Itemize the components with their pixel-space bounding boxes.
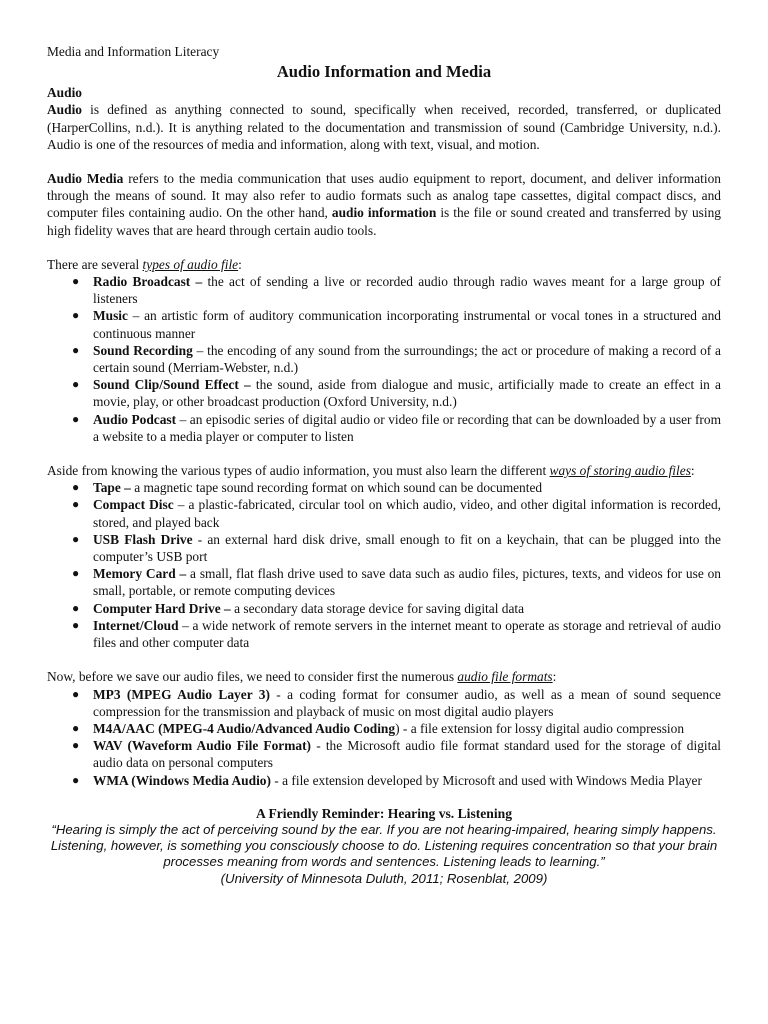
audio-definition-paragraph — [47, 101, 721, 153]
formats-emphasis: audio file formats — [457, 669, 553, 685]
item-description: – an episodic series of digital audio or video file or recording that can be downloaded by a user from a website to a media player or computer to listen — [93, 411, 721, 444]
item-term: M4A/AAC (MPEG-4 Audio/Advanced Audio Coding — [93, 720, 396, 736]
item-description: – a wide network of remote servers in the internet meant to operate as storage and retrieval of audio files and other computer data — [93, 617, 721, 651]
item-description: - a coding format for consumer audio, as well as a mean of sound sequence compression for the transmission and playback of music on most digital audio players — [93, 686, 721, 719]
item-description: - the Microsoft audio file format standard used for the storage of digital audio data on personal computers — [93, 738, 721, 771]
list-item — [72, 531, 721, 565]
reminder-box — [47, 805, 721, 887]
reminder-title: A Friendly Reminder: Hearing vs. Listening — [255, 805, 512, 821]
item-description: the sound, aside from dialogue and music, artificially made to create an effect in a movie, play, or other broadcast production (Oxford University, n.d.) — [93, 377, 721, 410]
page-title: Audio Information and Media — [276, 62, 492, 82]
list-item — [72, 479, 721, 496]
audio-media-term: Audio Media — [47, 171, 124, 187]
bullet-icon: ● — [72, 720, 80, 735]
audio-media-text: refers to the media communication that uses audio equipment to report, document, and deliver information through the means of sound. It may also refer to audio formats such as analog tape cassettes, digital compact discs, and computer files containing audio. On the other hand, — [47, 171, 721, 221]
item-term: USB Flash Drive — [93, 531, 193, 547]
item-term: Computer Hard Drive – — [93, 600, 231, 616]
bullet-icon: ● — [72, 772, 80, 787]
bullet-icon: ● — [72, 342, 80, 357]
formats-intro-end: : — [552, 669, 557, 685]
item-description: the act of sending a live or recorded audio through radio waves meant for a large group of listeners — [93, 274, 721, 307]
bullet-icon: ● — [72, 600, 80, 615]
audio-information-text: is the file or sound created and transferred by using high fidelity waves that are heard through certain audio tools. — [47, 205, 722, 238]
list-item — [72, 376, 721, 410]
bullet-icon: ● — [72, 738, 80, 753]
types-intro — [47, 256, 721, 273]
course-name: Media and Information Literacy — [47, 44, 220, 59]
item-term: Internet/Cloud — [93, 617, 179, 633]
list-item — [72, 600, 721, 617]
list-item — [72, 565, 722, 599]
item-term: Memory Card – — [93, 566, 187, 582]
list-item — [72, 411, 721, 445]
audio-definition-text: is defined as anything connected to sound, specifically when received, recorded, transferred, or duplicated (HarperCollins, n.d.). It is anything related to the documentation and transmission of sound (Cambridge University, n.d.). Audio is one of the resources of media and information, along with text, visual, and motion. — [47, 102, 721, 152]
types-intro-text: There are several — [47, 256, 143, 272]
bullet-icon: ● — [72, 617, 80, 632]
storage-intro-text: Aside from knowing the various types of audio information, you must also learn the different — [47, 463, 550, 479]
reminder-quote: “Hearing is simply the act of perceiving sound by the ear. If you are not hearing-impaired, hearing simply happens. Listening, however, is something you consciously choose to do. Listening requires concentration so that your brain processes meaning from words and sentences. Listening leads to learning.” — [50, 821, 718, 870]
item-description: – a plastic-fabricated, circular tool on which audio, video, and other digital information is recorded, stored, and played back — [93, 497, 721, 530]
item-description: a secondary data storage device for saving digital data — [230, 600, 525, 616]
section-heading-audio: Audio — [47, 85, 82, 101]
item-term: Compact Disc — [93, 497, 174, 513]
item-description: a magnetic tape sound recording format on which sound can be documented — [130, 480, 543, 496]
storage-intro — [47, 462, 721, 479]
bullet-icon: ● — [72, 531, 80, 546]
types-emphasis: types of audio file — [142, 256, 239, 272]
bullet-icon: ● — [72, 686, 80, 701]
list-item — [72, 737, 721, 771]
bullet-icon: ● — [72, 274, 80, 289]
list-item — [72, 273, 721, 307]
audio-information-term: audio information — [331, 205, 437, 221]
item-term: Sound Recording — [93, 342, 193, 358]
list-item — [72, 720, 721, 737]
item-description: ) - a file extension for lossy digital audio compression — [395, 720, 685, 736]
item-term: Audio Podcast — [93, 411, 177, 427]
list-item — [72, 772, 721, 789]
reminder-citation: (University of Minnesota Duluth, 2011; Rosenblat, 2009) — [220, 870, 548, 886]
item-term: Radio Broadcast – — [93, 274, 203, 290]
audio-term: Audio — [47, 102, 82, 118]
item-term: Music — [93, 308, 128, 324]
list-item — [72, 342, 721, 376]
item-term: WAV (Waveform Audio File Format) — [93, 738, 312, 754]
formats-intro-text: Now, before we save our audio files, we need to consider first the numerous — [47, 669, 458, 685]
types-intro-end: : — [238, 256, 242, 272]
item-term: WMA (Windows Media Audio) — [93, 772, 271, 788]
item-description: – the encoding of any sound from the surroundings; the act or procedure of making a record of a certain sound (Merriam-Webster, n.d.) — [93, 342, 721, 376]
item-term: Sound Clip/Sound Effect – — [93, 377, 251, 393]
formats-list — [47, 686, 721, 789]
bullet-icon: ● — [72, 377, 80, 392]
audio-media-paragraph — [47, 170, 721, 239]
list-item — [72, 617, 721, 651]
formats-intro — [47, 668, 721, 685]
list-item — [72, 307, 721, 341]
bullet-icon: ● — [72, 480, 80, 495]
types-list — [47, 273, 721, 445]
item-description: a small, flat flash drive used to save data such as audio files, pictures, texts, and videos for use on small, portable, or remote computing devices — [93, 566, 722, 599]
storage-emphasis: ways of storing audio files — [549, 463, 691, 479]
item-term: MP3 (MPEG Audio Layer 3) — [93, 686, 270, 702]
item-term: Tape – — [93, 480, 131, 496]
item-description: – an artistic form of auditory communication incorporating instrumental or vocal tones in a structured and continuous manner — [93, 308, 721, 341]
bullet-icon: ● — [72, 411, 80, 426]
bullet-icon: ● — [72, 566, 80, 581]
storage-intro-end: : — [690, 463, 695, 479]
bullet-icon: ● — [72, 497, 80, 512]
list-item — [72, 686, 721, 720]
item-description: - a file extension developed by Microsoft and used with Windows Media Player — [270, 772, 702, 788]
storage-list — [47, 479, 721, 651]
bullet-icon: ● — [72, 308, 80, 323]
list-item — [72, 496, 721, 530]
item-description: - an external hard disk drive, small enough to fit on a keychain, that can be plugged into the computer’s USB port — [93, 531, 721, 565]
